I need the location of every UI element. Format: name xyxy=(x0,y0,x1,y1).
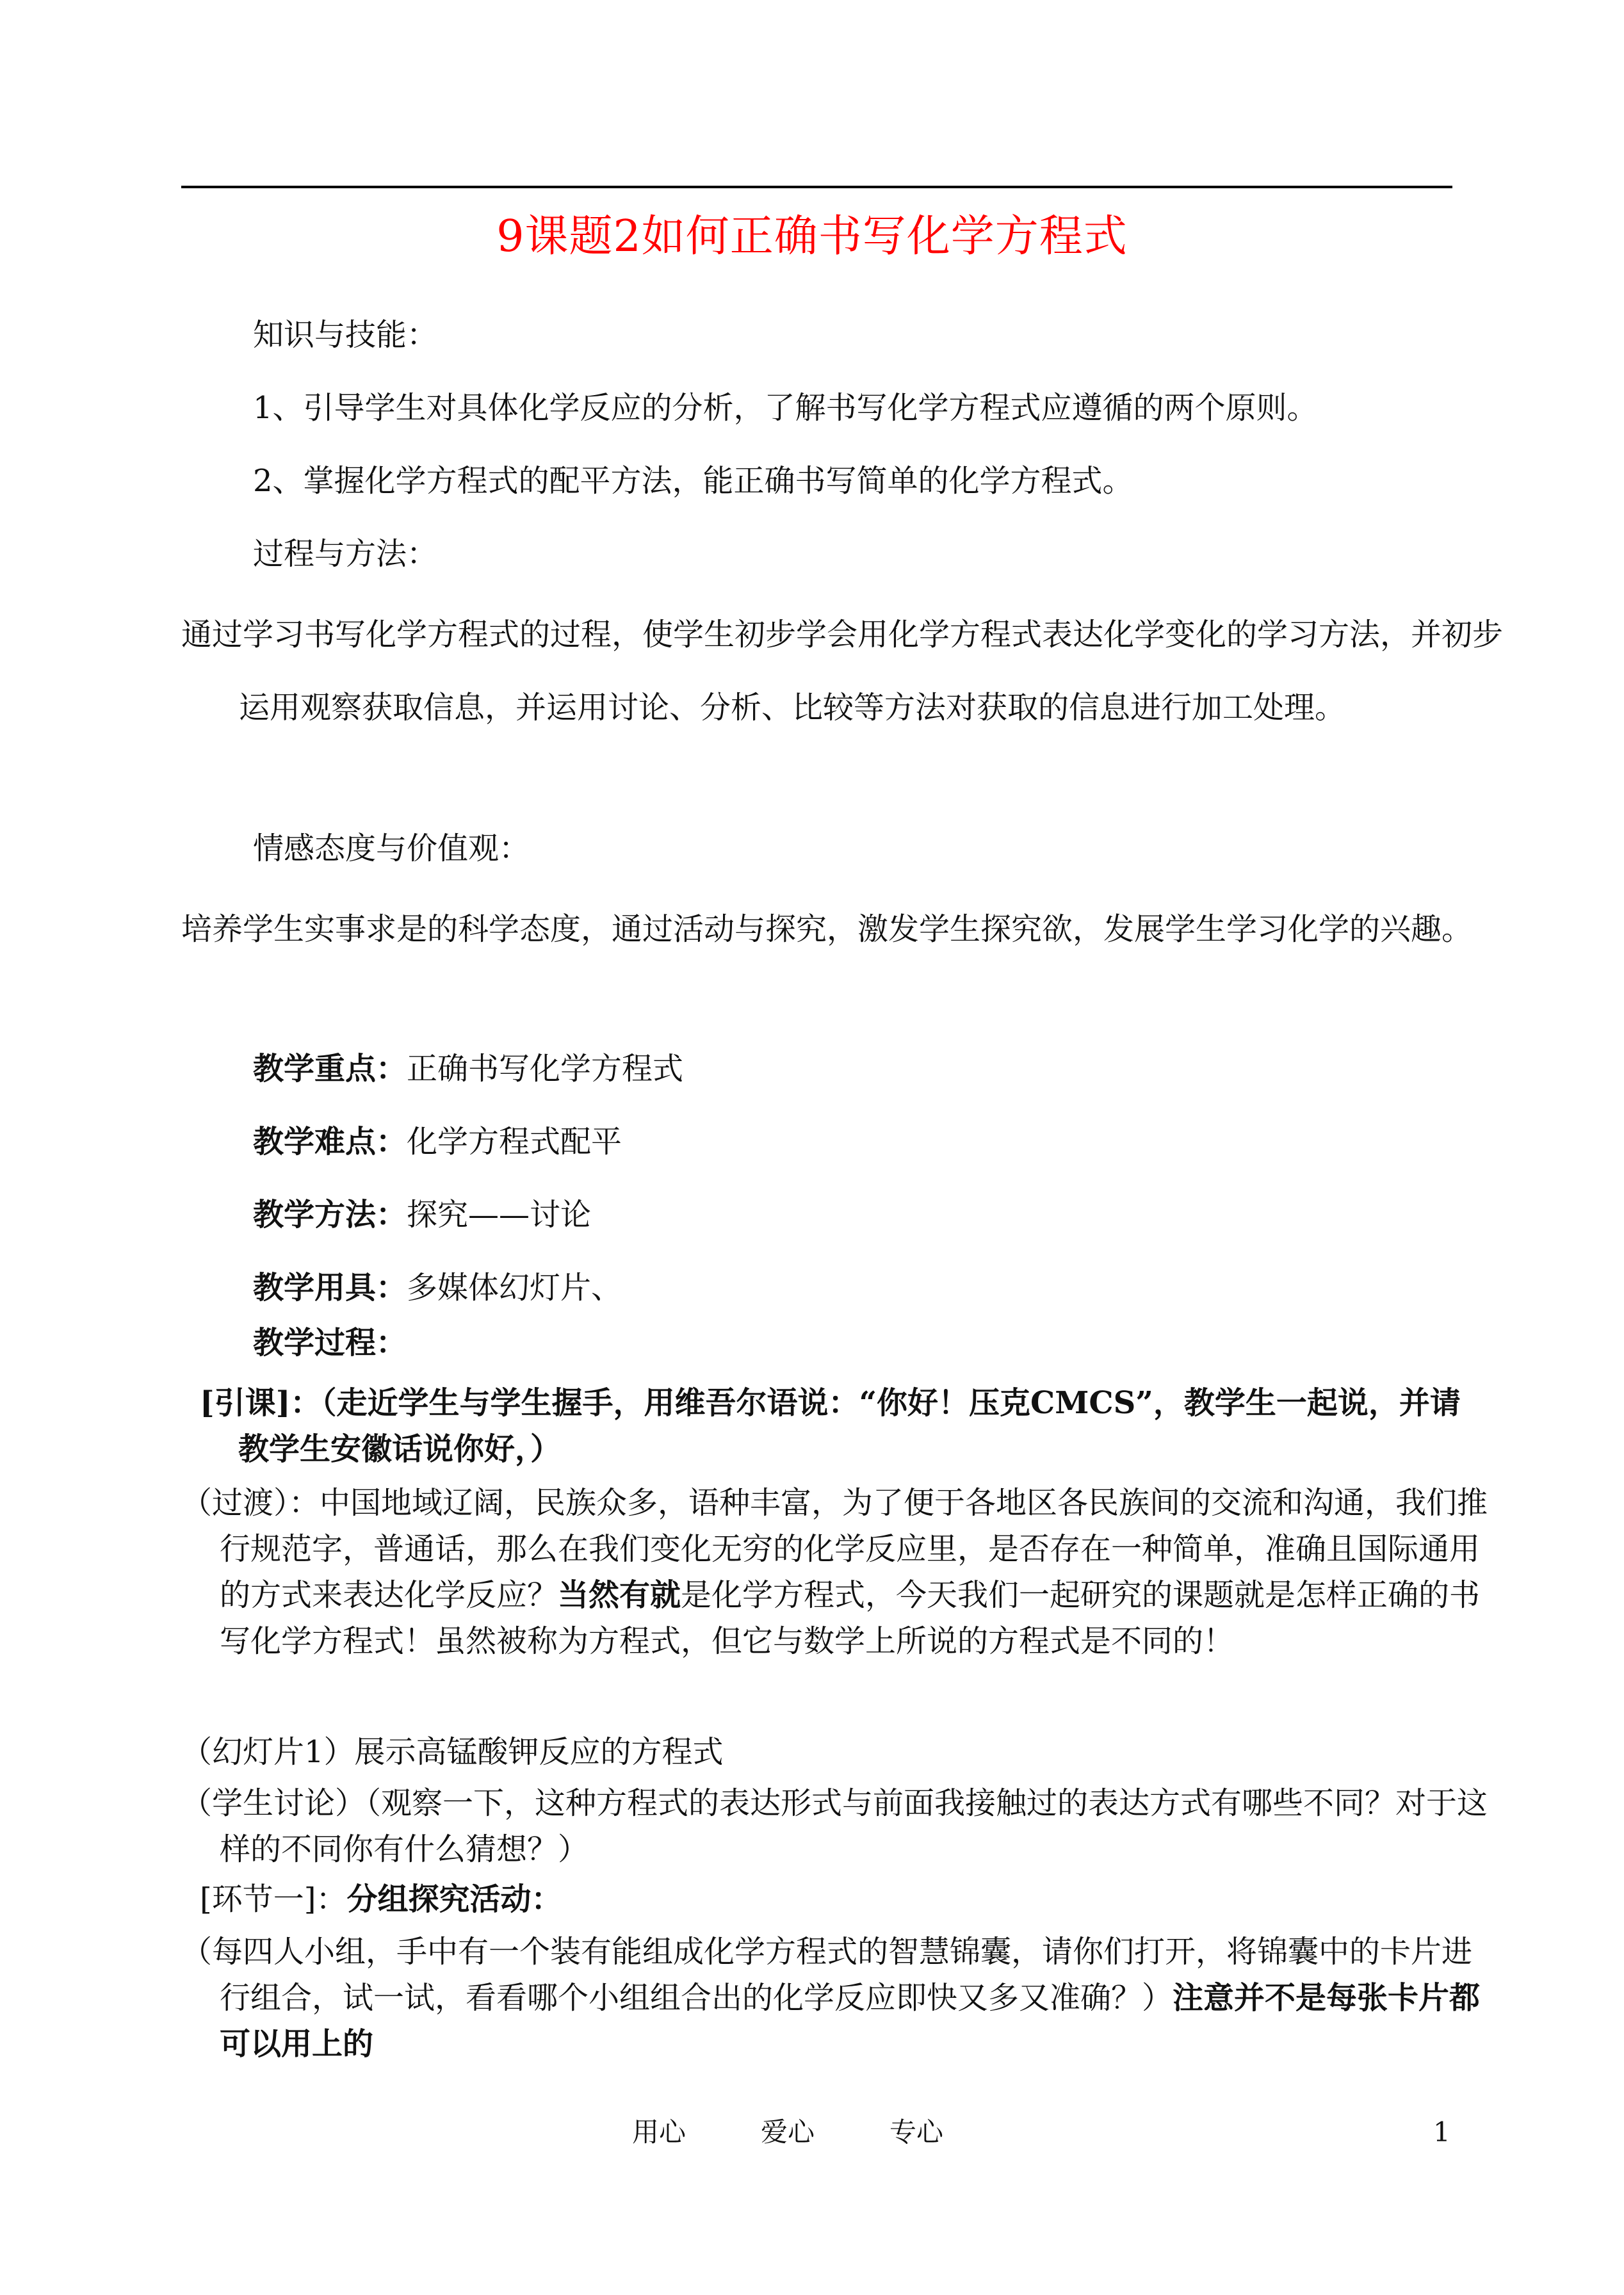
footer-motto-1: 用心 xyxy=(632,2116,686,2148)
knowledge-heading: 知识与技能： xyxy=(253,317,438,353)
emotion-heading: 情感态度与价值观： xyxy=(253,831,530,866)
transition-paragraph xyxy=(181,1480,1491,1664)
difficulty-point xyxy=(253,1122,622,1162)
header-rule xyxy=(181,186,1452,188)
emotion-paragraph-text: 培养学生实事求是的科学态度，通过活动与探究，激发学生探究欲，发展学生学习化学的兴趣。 xyxy=(181,911,1473,947)
key-point xyxy=(253,1049,683,1089)
intro-text: （走近学生与学生握手，用维吾尔语说：“你好！压克CMCS”，教学生一起说，并请教学生安徽话说你好，） xyxy=(238,1385,1461,1467)
knowledge-item-1: 1、引导学生对具体化学反应的分析，了解书写化学方程式应遵循的两个原则。 xyxy=(253,390,1318,426)
slide-1-line: （幻灯片1）展示高锰酸钾反应的方程式 xyxy=(181,1734,724,1770)
footer-motto-2: 爱心 xyxy=(761,2116,815,2148)
teaching-method-value: 探究——讨论 xyxy=(407,1197,592,1233)
teaching-method-label: 教学方法： xyxy=(253,1197,407,1233)
process-heading: 过程与方法： xyxy=(253,536,438,572)
transition-text-2: 是化学方程式，今天我们一起研究的课题就是怎样正确的书写化学方程式！虽然被称为方程式，但它与数学上所说的方程式是不同的！ xyxy=(220,1577,1481,1659)
page-title: 9课题2如何正确书写化学方程式 xyxy=(496,211,1128,262)
teaching-method xyxy=(253,1195,591,1235)
transition-bold: 当然有就 xyxy=(558,1577,681,1613)
process-paragraph-text: 通过学习书写化学方程式的过程，使学生初步学会用化学方程式表达化学变化的学习方法，并初步运用观察获取信息，并运用讨论、分析、比较等方法对获取的信息进行加工处理。 xyxy=(181,617,1504,726)
difficulty-label: 教学难点： xyxy=(253,1124,407,1160)
intro-label: [引课]： xyxy=(200,1385,321,1421)
transition-label: （过渡）： xyxy=(181,1485,320,1521)
discussion-text: （学生讨论）（观察一下，这种方程式的表达形式与前面我接触过的表达方式有哪些不同？对于这样的不同你有什么猜想？） xyxy=(181,1785,1488,1867)
process-paragraph xyxy=(181,598,1510,744)
transition-text-1: 中国地域辽阔，民族众多，语种丰富，为了便于各地区各民族间的交流和沟通，我们推行规范字，普通话，那么在我们变化无穷的化学反应里，是否存在一种简单，准确且国际通用的方式来表达化学反应？ xyxy=(220,1485,1488,1613)
key-point-value: 正确书写化学方程式 xyxy=(407,1051,684,1087)
difficulty-value: 化学方程式配平 xyxy=(407,1124,622,1160)
step-1-heading xyxy=(200,1879,562,1919)
key-point-label: 教学重点： xyxy=(253,1051,407,1087)
step-1-paragraph xyxy=(181,1929,1491,2067)
step-1-note: 注意并不是每张卡片都可以用上的 xyxy=(220,1980,1481,2062)
step-1-label: [环节一]： xyxy=(200,1881,347,1917)
teaching-tools xyxy=(253,1268,622,1308)
emotion-paragraph xyxy=(181,893,1510,966)
discussion-paragraph xyxy=(181,1780,1491,1872)
page-number: 1 xyxy=(1433,2116,1450,2148)
step-1-text: （每四人小组，手中有一个装有能组成化学方程式的智慧锦囊，请你们打开，将锦囊中的卡片进行组合，试一试，看看哪个小组组合出的化学反应即快又多又准确？） xyxy=(181,1934,1473,2016)
intro-paragraph xyxy=(200,1380,1491,1472)
knowledge-item-2: 2、掌握化学方程式的配平方法，能正确书写简单的化学方程式。 xyxy=(253,463,1133,499)
teaching-tools-label: 教学用具： xyxy=(253,1270,407,1306)
teaching-tools-value: 多媒体幻灯片、 xyxy=(407,1270,622,1306)
step-1-title: 分组探究活动： xyxy=(346,1881,562,1917)
footer-motto-3: 专心 xyxy=(889,2116,944,2148)
teaching-process-label: 教学过程： xyxy=(253,1325,407,1361)
